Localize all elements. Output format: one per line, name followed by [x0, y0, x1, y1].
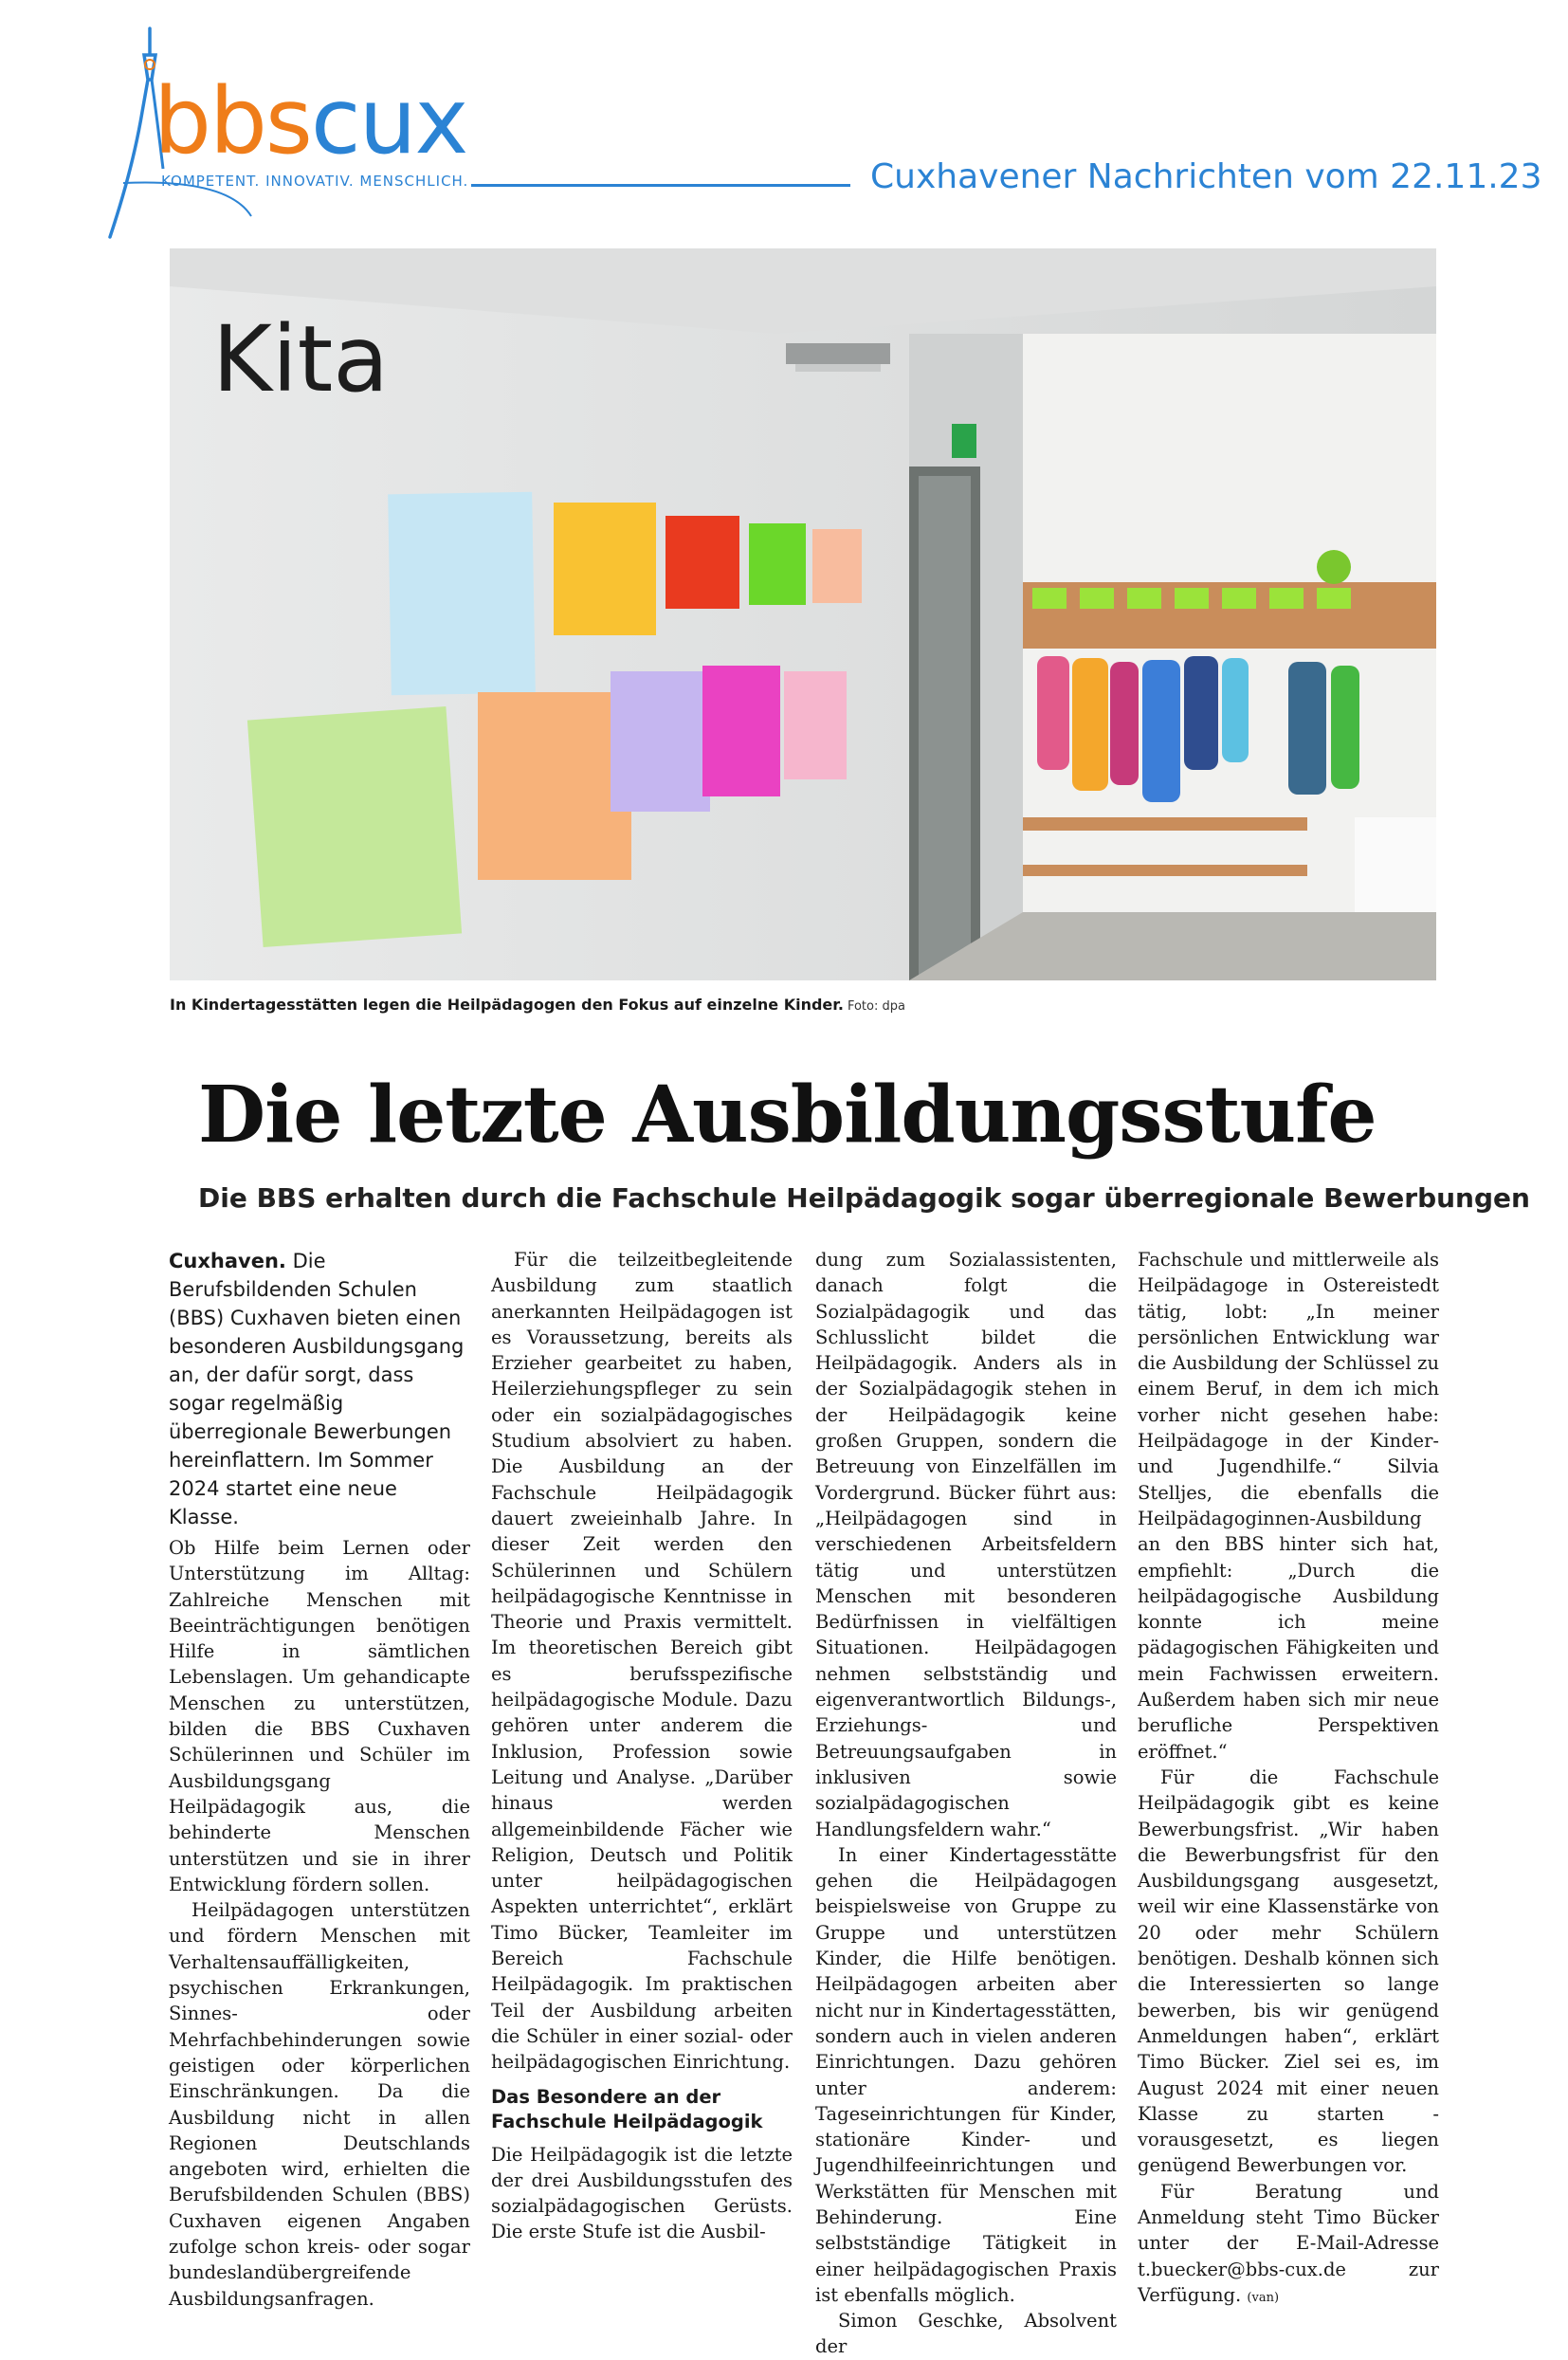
logo-wordmark: bbscux: [154, 68, 467, 174]
header-rule: [471, 184, 850, 187]
exit-sign: [952, 424, 976, 458]
article-lead: Cuxhaven. Die Berufsbildenden Schulen (BBS) Cuxhaven bieten einen besonderen Ausbildungsgang an, der dafür sorgt, dass sogar regelmäßig überregionale Bewerbungen hereinflattern. Im Sommer 2024 startet eine neue Klasse.: [169, 1250, 465, 1528]
poster-blue: [388, 492, 536, 696]
paragraph: Ob Hilfe beim Lernen oder Unterstützung im Alltag: Zahlreiche Menschen mit Beeinträchtigungen benötigen Hilfe in sämtlichen Lebenslagen. Um gehandicapte Menschen zu unterstützen, bilden die BBS Cuxhaven Schülerinnen und Schüler im Ausbildungsgang Heilpädagogik aus, die behinderte Menschen unterstützen und sie in ihrer Entwicklung fördern sollen.: [169, 1537, 470, 1895]
poster-peach: [812, 529, 862, 603]
dateline: Cuxhaven.: [169, 1250, 286, 1272]
article-subheadline: Die BBS erhalten durch die Fachschule Heilpädagogik sogar überregionale Bewerbungen: [198, 1182, 1530, 1214]
paragraph: dung zum Sozialassistenten, danach folgt die Sozialpädagogik und das Schlusslicht bildet die Heilpädagogik. Anders als in der Sozialpädagogik stehen in der Heilpädagogik keine großen Gruppen, sondern die Betreuung von Einzelfällen im Vordergrund. Bücker führt aus: „Heilpädagogen sind in verschiedenen Arbeitsfeldern tätig und unterstützen Menschen mit besonderen Bedürfnissen in vielfältigen Situationen. Heilpädagogen nehmen selbstständig und eigenverantwortlich Bildungs-, Erziehungs- und Betreuungsaufgaben in inklusiven sowie sozialpädagogischen Handlungsfeldern wahr.“: [815, 1249, 1117, 1840]
article-column-1: [169, 1247, 470, 2312]
article-column-4: [1138, 1247, 1439, 2311]
kita-hallway-illustration: [170, 248, 1436, 980]
poster-lilac: [611, 671, 710, 812]
paragraph: Die Heilpädagogik ist die letzte der drei Ausbildungsstufen des sozialpädagogischen Gerüsts. Die erste Stufe ist die Ausbil-: [491, 2143, 793, 2243]
logo-slogan: KOMPETENT. INNOVATIV. MENSCHLICH.: [161, 173, 469, 190]
paragraph: In einer Kindertagesstätte gehen die Heilpädagogen beispielsweise von Gruppe zu Gruppe und unterstützen Kinder, die Hilfe benötigen. Heilpädagogen arbeiten aber nicht nur in Kindertagesstätten, sondern auch in vielen anderen Einrichtungen. Dazu gehören unter anderem: Tageseinrichtungen für Kinder, stationäre Kinder- und Jugendhilfeeinrichtungen und Werkstätten für Menschen mit Behinderung. Eine selbstständige Tätigkeit in einer heilpädagogischen Praxis ist ebenfalls möglich.: [815, 1843, 1117, 2306]
photo-caption: In Kindertagesstätten legen die Heilpädagogen den Fokus auf einzelne Kinder. Foto: dpa: [170, 996, 905, 1014]
author-signature: (van): [1247, 2290, 1280, 2305]
poster-pink: [784, 671, 847, 779]
paragraph: Für Beratung und Anmeldung steht Timo Bücker unter der E-Mail-Adresse t.buecker@bbs-cux.de zur Verfügung. (van): [1138, 2180, 1439, 2306]
poster-orange: [478, 692, 631, 880]
publication-source: Cuxhavener Nachrichten vom 22.11.23: [870, 157, 1542, 196]
poster-green: [749, 523, 806, 605]
poster-lightgreen: [247, 706, 462, 947]
paragraph: Für die Fachschule Heilpädagogik gibt es keine Bewerbungsfrist. „Wir haben die Bewerbungsfrist für den Ausbildungsgang ausgesetzt, weil wir eine Klassenstärke von 20 oder mehr Schülern benötigen. Deshalb können sich die Interessierten so lange bewerben, bis wir genügend Anmeldungen haben“, erklärt Timo Bücker. Ziel sei es, im August 2024 mit einer neuen Klasse zu starten - vorausgesetzt, es liegen genügend Bewerbungen vor.: [1138, 1765, 1439, 2177]
paragraph: Fachschule und mittlerweile als Heilpädagoge in Ostereistedt tätig, lobt: „In meiner persönlichen Entwicklung war die Ausbildung der Schlüssel zu einem Beruf, in dem ich mich vorher nicht gesehen habe: Heilpädagoge in der Kinder- und Jugendhilfe.“ Silvia Stelljes, die ebenfalls die Heilpädagoginnen-Ausbildung an den BBS hinter sich hat, empfiehlt: „Durch die heilpädagogische Ausbildung konnte ich meine pädagogischen Fähigkeiten und mein Fachwissen erweitern. Außerdem haben sich mir neue berufliche Perspektiven eröffnet.“: [1138, 1249, 1439, 1763]
kita-sign: Kita: [212, 306, 390, 412]
article-column-3: [815, 1247, 1117, 2360]
article-column-2: [491, 1247, 793, 2245]
poster-magenta: [702, 666, 780, 796]
paragraph: Simon Geschke, Absolvent der: [815, 2310, 1117, 2358]
poster-red: [665, 516, 739, 609]
paragraph: Für die teilzeitbegleitende Ausbildung zum staatlich anerkannten Heilpädagogen ist es Voraussetzung, bereits als Erzieher gearbeitet zu haben, Heilerziehungspfleger zu sein oder ein sozialpädagogisches Studium absolviert zu haben. Die Ausbildung an der Fachschule Heilpädagogik dauert zweieinhalb Jahre. In dieser Zeit werden den Schülerinnen und Schülern heilpädagogische Kenntnisse in Theorie und Praxis vermittelt. Im theoretischen Bereich gibt es berufsspezifische heilpädagogische Module. Dazu gehören unter anderem die Inklusion, Profession sowie Leitung und Analyse. „Darüber hinaus werden allgemeinbildende Fächer wie Religion, Deutsch und Politik unter heilpädagogischen Aspekten unterrichtet“, erklärt Timo Bücker, Teamleiter im Bereich Fachschule Heilpädagogik. Im praktischen Teil der Ausbildung arbeiten die Schüler in einer sozial- oder heilpädagogischen Einrichtung.: [491, 1249, 793, 2074]
photo-credit: Foto: dpa: [847, 999, 905, 1014]
poster-yellow: [554, 503, 656, 635]
article-photo: [170, 248, 1436, 980]
article-headline: Die letzte Ausbildungsstufe: [198, 1070, 1377, 1161]
section-heading: Das Besondere an der Fachschule Heilpädagogik: [491, 2085, 763, 2132]
paragraph: Heilpädagogen unterstützen und fördern Menschen mit Verhaltensauffälligkeiten, psychischen Erkrankungen, Sinnes- oder Mehrfachbehinderungen sowie geistigen oder körperlichen Einschränkungen. Da die Ausbildung nicht in allen Regionen Deutschlands angeboten wird, erhielten die Berufsbildenden Schulen (BBS) Cuxhaven eigenen Angaben zufolge schon kreis- oder sogar bundeslandübergreifende Ausbildungsanfragen.: [169, 1899, 470, 2310]
